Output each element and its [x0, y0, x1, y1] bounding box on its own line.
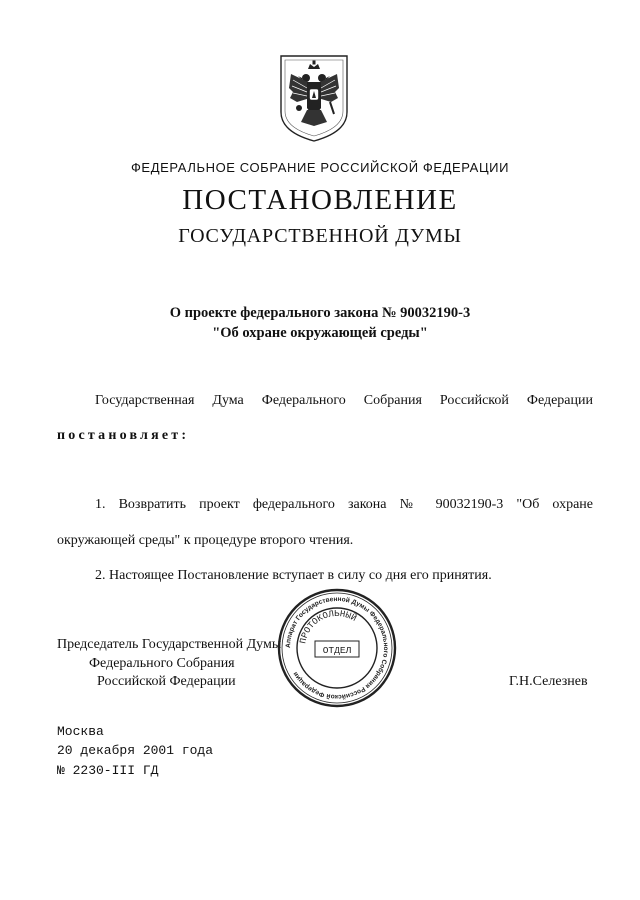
subject-line-2: "Об охране окружающей среды": [212, 325, 428, 341]
seal-ring-text: Аппарат Государственной Думы Федерального Собрания Российской Федерации: [284, 595, 390, 701]
preamble: Государственная Дума Федерального Собрания Российской Федерации: [95, 393, 593, 408]
item-1-line-2: окружающей среды" к процедуре второго чтения.: [57, 533, 354, 548]
date-of-signing: 20 декабря 2001 года: [57, 743, 214, 758]
stamp-seal-icon: [275, 586, 399, 710]
document-type: ПОСТАНОВЛЕНИЕ: [182, 184, 458, 216]
seal-inner-text: ПРОТОКОЛЬНЫЙ: [298, 608, 359, 645]
organization-name: ФЕДЕРАЛЬНОЕ СОБРАНИЕ РОССИЙСКОЙ ФЕДЕРАЦИИ: [130, 160, 510, 175]
document-issuer: ГОСУДАРСТВЕННОЙ ДУМЫ: [178, 225, 462, 247]
seal-center-text: ОТДЕЛ: [322, 645, 352, 656]
signatory-title-line-1: Председатель Государственной Думы: [57, 637, 282, 652]
resolves-word: постановляет:: [57, 428, 190, 443]
item-2: 2. Настоящее Постановление вступает в силу со дня его принятия.: [95, 568, 492, 583]
signatory-name: Г.Н.Селезнев: [509, 674, 588, 689]
resolution-number: № 2230-III ГД: [57, 763, 159, 778]
item-1-line-1: 1. Возвратить проект федерального закона № 90032190-3 "Об охране: [95, 497, 593, 512]
svg-text:ПРОТОКОЛЬНЫЙ: [298, 609, 358, 645]
signatory-title-line-3: Российской Федерации: [97, 674, 236, 689]
coat-of-arms-icon: [277, 52, 351, 144]
subject-line-1: О проекте федерального закона № 90032190-3: [169, 305, 471, 321]
place-of-signing: Москва: [57, 724, 104, 739]
signatory-title-line-2: Федерального Собрания: [89, 656, 235, 671]
